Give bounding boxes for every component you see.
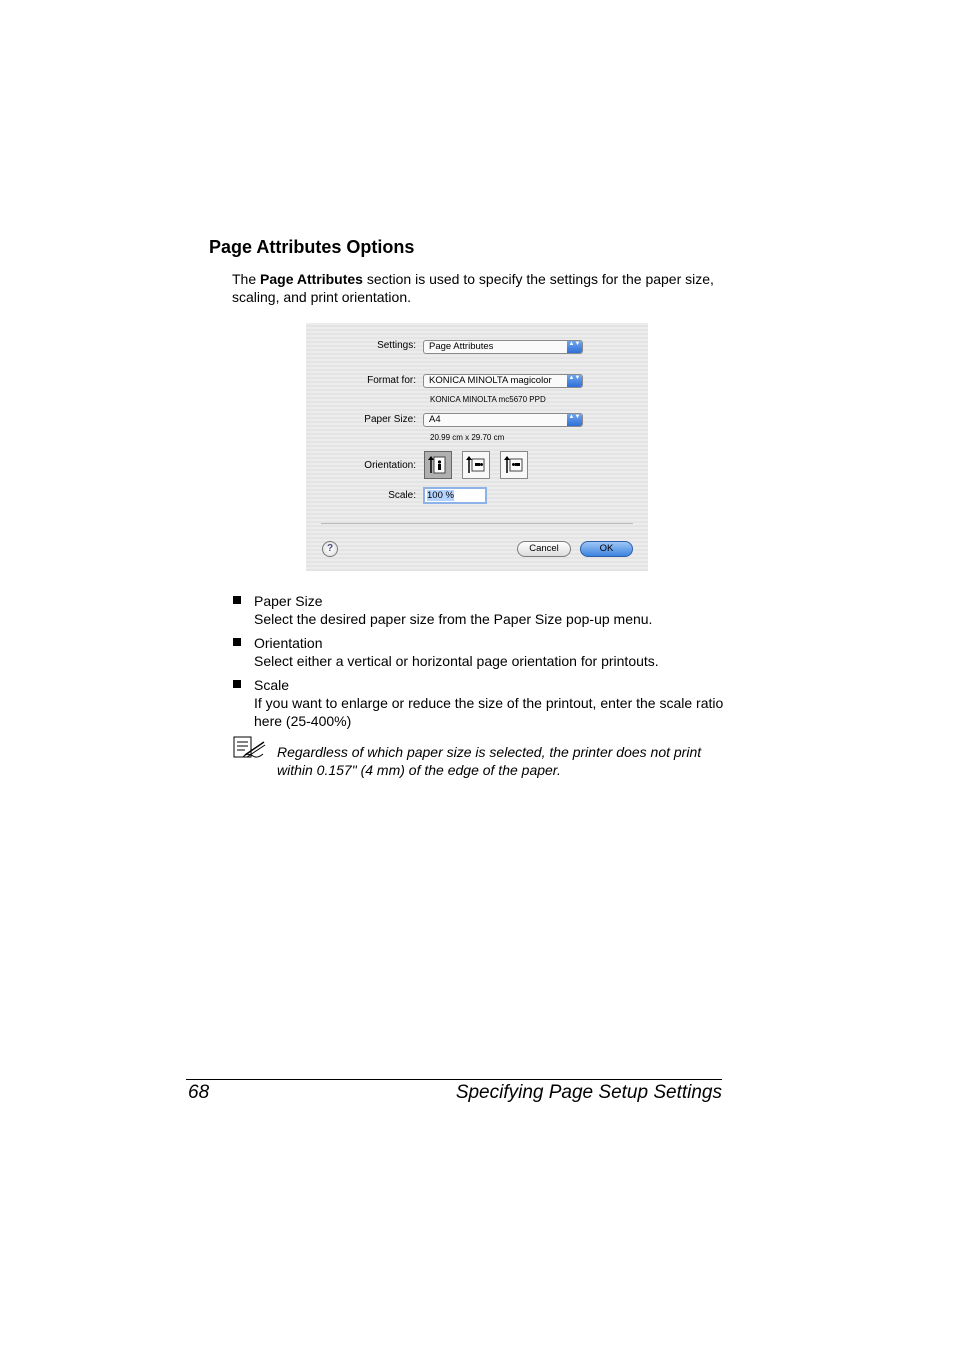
bullet-title: Paper Size xyxy=(254,593,323,609)
settings-value: Page Attributes xyxy=(429,341,494,352)
scale-value: 100 % xyxy=(427,490,454,501)
page-setup-dialog xyxy=(306,323,648,571)
orientation-reverse-landscape-button[interactable] xyxy=(500,451,528,479)
settings-popup[interactable] xyxy=(423,340,583,354)
format-popup[interactable] xyxy=(423,374,583,388)
bullet-text: Select either a vertical or horizontal page orientation for printouts. xyxy=(254,653,659,669)
bullet-square xyxy=(233,596,241,604)
intro-prefix: The xyxy=(232,271,261,287)
scale-label: Scale: xyxy=(388,490,416,501)
popup-arrows-icon: ▲▼ xyxy=(567,414,582,426)
dialog-divider xyxy=(321,523,633,524)
orientation-label: Orientation: xyxy=(364,460,416,471)
help-button[interactable]: ? xyxy=(322,541,338,557)
bullet-item xyxy=(254,592,724,628)
format-label: Format for: xyxy=(367,375,416,386)
intro-bold: Page Attributes xyxy=(260,271,363,287)
format-note: KONICA MINOLTA mc5670 PPD xyxy=(430,395,546,404)
orientation-landscape-button[interactable] xyxy=(462,451,490,479)
note-icon xyxy=(233,736,267,765)
bullet-item xyxy=(254,634,724,670)
popup-arrows-icon: ▲▼ xyxy=(567,341,582,353)
bullet-text: Select the desired paper size from the Paper Size pop-up menu. xyxy=(254,611,653,627)
bullet-square xyxy=(233,638,241,646)
settings-label: Settings: xyxy=(377,340,416,351)
landscape-icon xyxy=(466,455,486,475)
section-heading: Page Attributes Options xyxy=(209,237,415,257)
cancel-button[interactable]: Cancel xyxy=(517,541,571,557)
paper-size-value: A4 xyxy=(429,414,441,425)
format-value: KONICA MINOLTA magicolor xyxy=(429,375,552,386)
footer-rule xyxy=(186,1079,722,1080)
scale-input[interactable] xyxy=(423,487,487,504)
popup-arrows-icon: ▲▼ xyxy=(567,375,582,387)
footer-title: Specifying Page Setup Settings xyxy=(455,1082,722,1103)
bullet-item xyxy=(254,676,724,730)
note-text: Regardless of which paper size is selected, the printer does not print within 0.157" (4 mm) of the edge of the paper. xyxy=(277,744,702,778)
bullet-text: If you want to enlarge or reduce the size of the printout, enter the scale ratio here (25-400%) xyxy=(254,695,724,729)
bullet-title: Scale xyxy=(254,677,290,693)
ok-button[interactable]: OK xyxy=(580,541,633,557)
bullet-square xyxy=(233,680,241,688)
bullet-title: Orientation xyxy=(254,635,323,651)
page-number: 68 xyxy=(188,1082,210,1103)
paper-size-label: Paper Size: xyxy=(364,414,416,425)
reverse-landscape-icon xyxy=(504,455,524,475)
portrait-icon xyxy=(428,455,448,475)
intro-paragraph xyxy=(232,270,722,306)
paper-size-popup[interactable] xyxy=(423,413,583,427)
intro-suffix: section is used to specify the settings for the paper size, scaling, and print orientation. xyxy=(232,271,714,305)
paper-size-note: 20.99 cm x 29.70 cm xyxy=(430,433,505,442)
orientation-portrait-button[interactable] xyxy=(424,451,452,479)
